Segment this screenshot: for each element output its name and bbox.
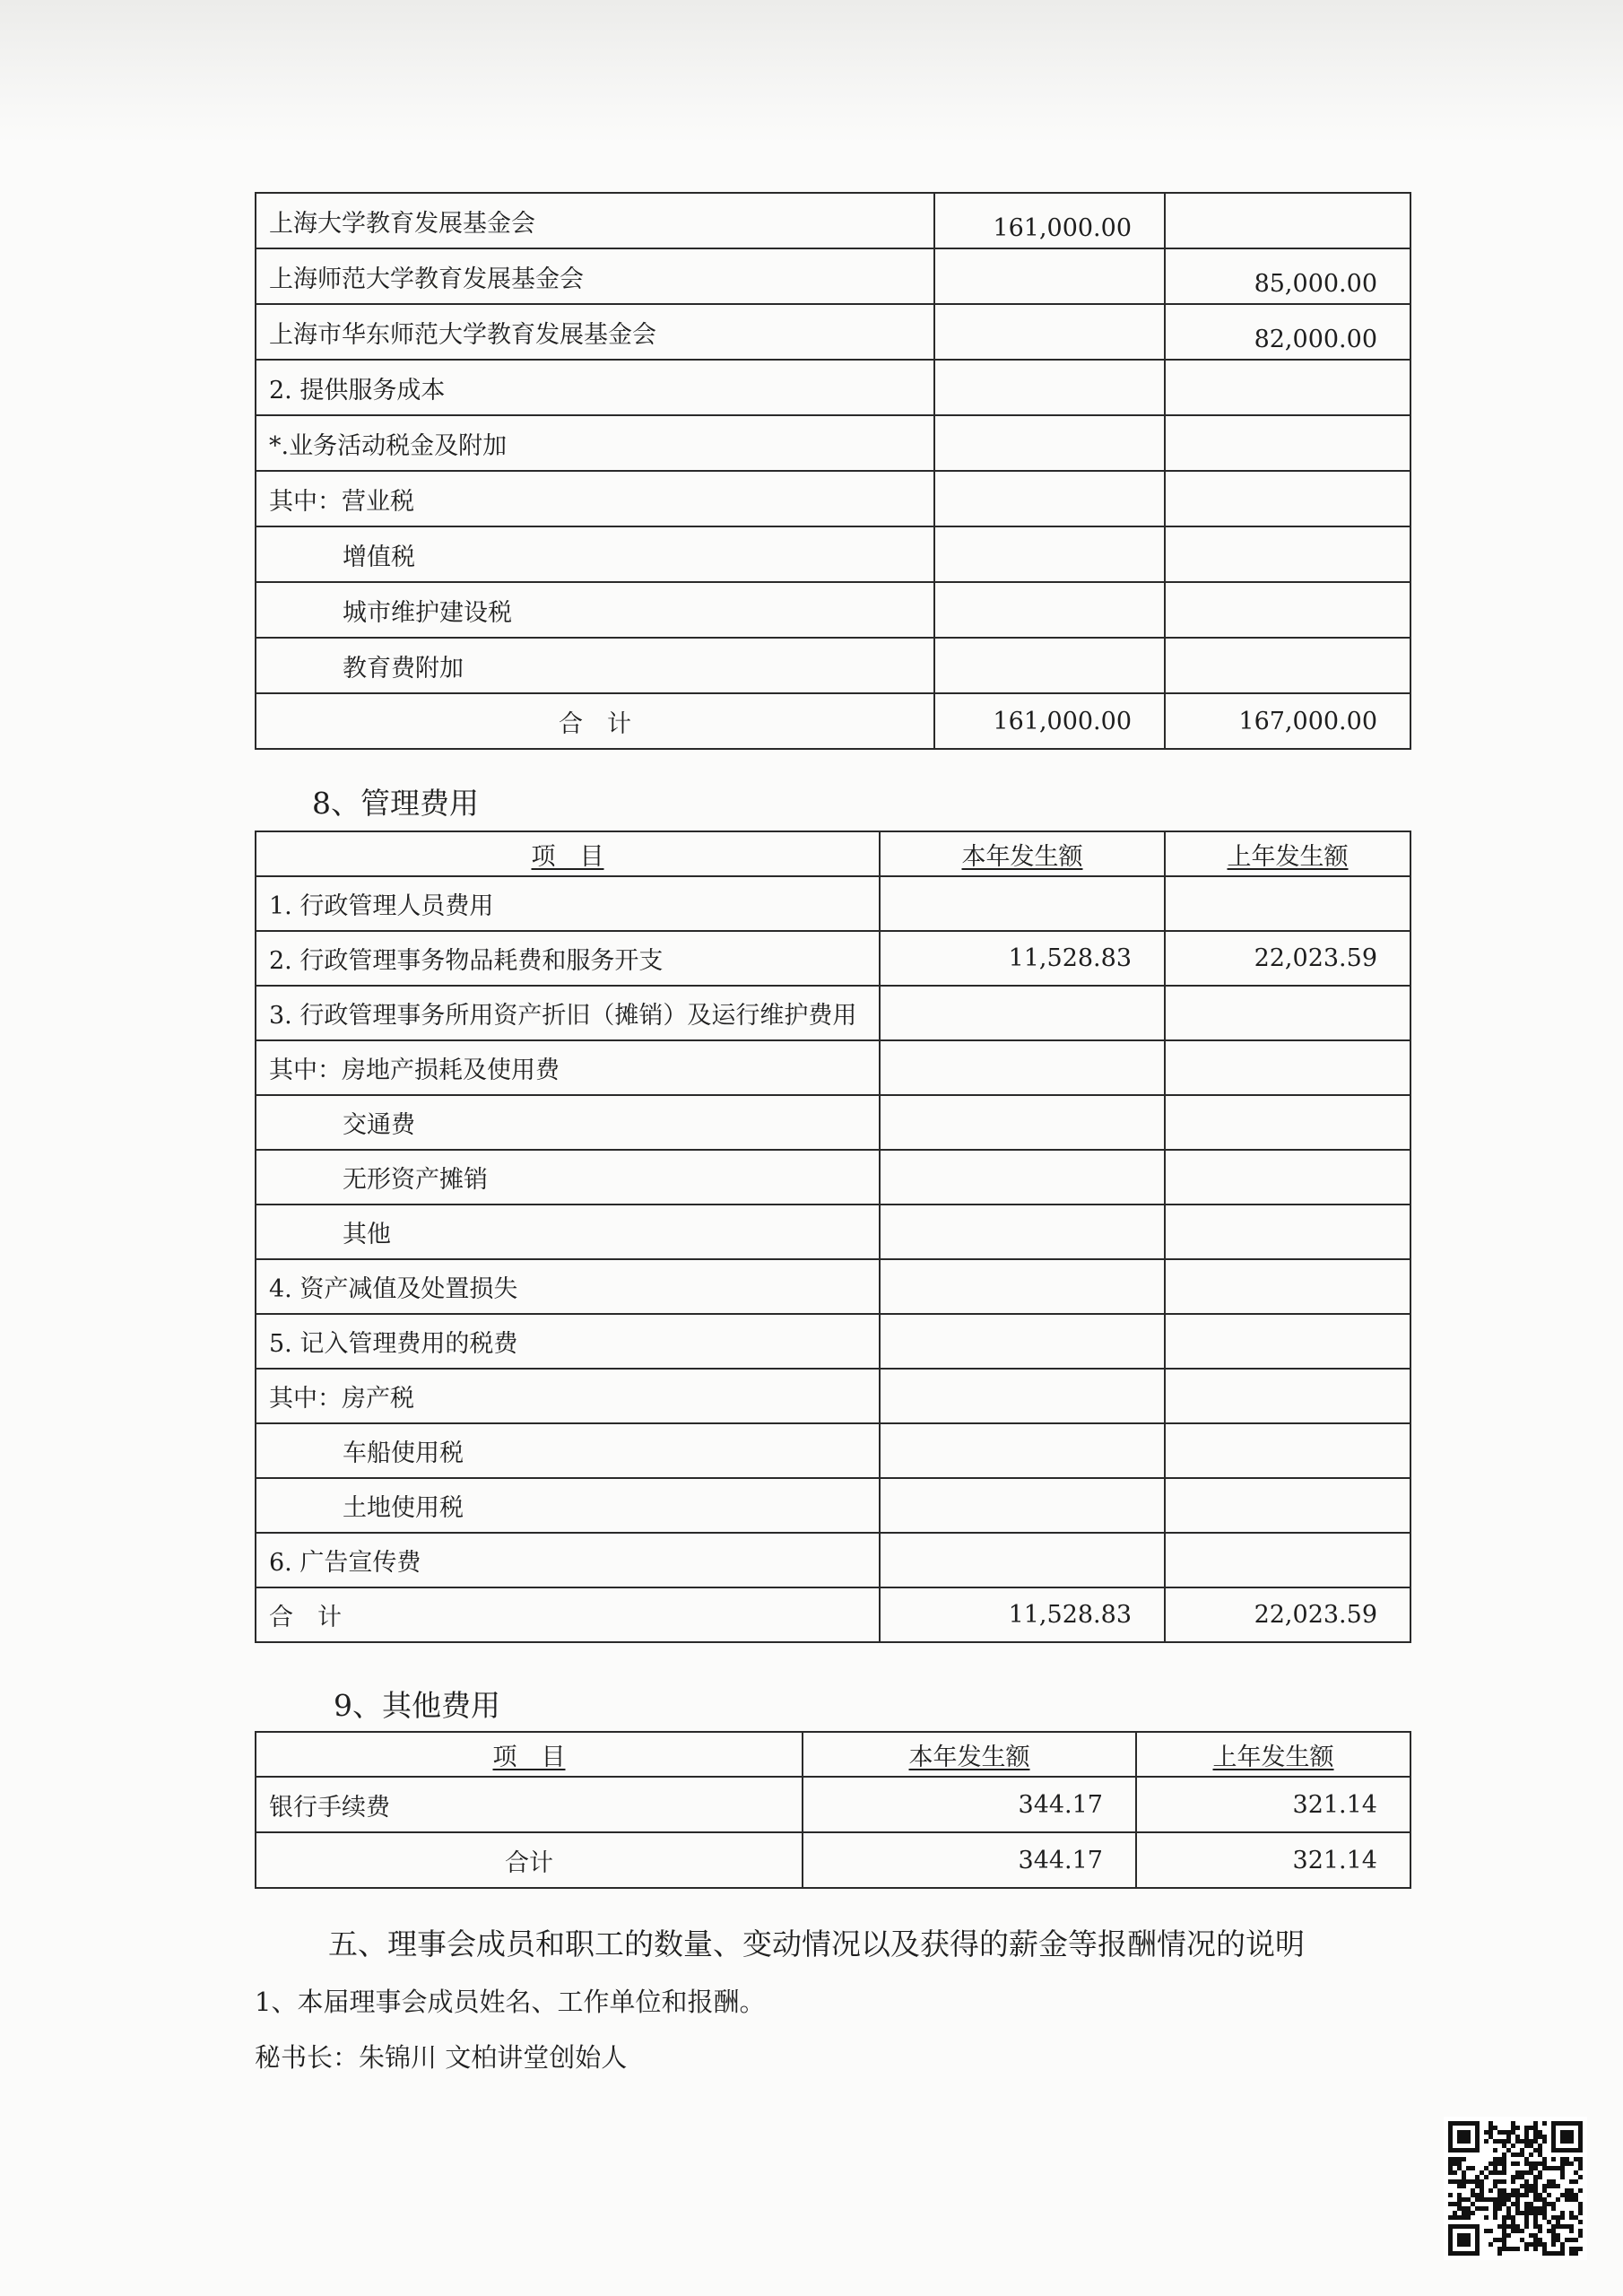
- current-year-amount: [880, 1205, 1165, 1259]
- row-label: 2. 行政管理事务物品耗费和服务开支: [256, 931, 880, 986]
- prior-year-amount: [1165, 1259, 1410, 1314]
- total-label: 合计: [256, 1832, 803, 1888]
- row-label: 教育费附加: [256, 638, 934, 693]
- current-year-amount: [880, 1423, 1165, 1478]
- row-label: 上海师范大学教育发展基金会: [256, 248, 934, 304]
- scan-top-shading: [0, 0, 1623, 144]
- current-year-amount: [934, 638, 1165, 693]
- current-year-total: 344.17: [803, 1832, 1136, 1888]
- current-year-amount: [880, 986, 1165, 1040]
- section-5-title: 五、理事会成员和职工的数量、变动情况以及获得的薪金等报酬情况的说明: [328, 1926, 1305, 1961]
- row-label: 土地使用税: [256, 1478, 880, 1533]
- current-year-total: 161,000.00: [934, 693, 1165, 749]
- table-row: [256, 1259, 1410, 1314]
- prior-year-amount: [1165, 1314, 1410, 1369]
- column-header-prior-year: 上年发生额: [1165, 831, 1410, 876]
- current-year-amount: [880, 1314, 1165, 1369]
- row-label: 3. 行政管理事务所用资产折旧（摊销）及运行维护费用: [256, 986, 880, 1040]
- table-row: [256, 248, 1410, 304]
- table-row: [256, 582, 1410, 638]
- table-row: [256, 1777, 1410, 1832]
- prior-year-amount: [1165, 193, 1410, 248]
- column-header-current-year: 本年发生额: [880, 831, 1165, 876]
- current-year-amount: [880, 1478, 1165, 1533]
- verification-qr-code: [1444, 2117, 1587, 2260]
- row-label: 1. 行政管理人员费用: [256, 876, 880, 931]
- prior-year-amount: [1165, 1205, 1410, 1259]
- prior-year-amount: [1165, 986, 1410, 1040]
- row-label: 4. 资产减值及处置损失: [256, 1259, 880, 1314]
- table-row: [256, 526, 1410, 582]
- row-label: 其他: [256, 1205, 880, 1259]
- prior-year-amount: [1165, 415, 1410, 471]
- prior-year-amount: [1165, 360, 1410, 415]
- current-year-amount: [934, 526, 1165, 582]
- prior-year-amount: [1165, 1423, 1410, 1478]
- current-year-amount: [934, 471, 1165, 526]
- prior-year-amount: 22,023.59: [1165, 931, 1410, 986]
- row-label: 银行手续费: [256, 1777, 803, 1832]
- current-year-amount: [934, 248, 1165, 304]
- current-year-amount: [934, 360, 1165, 415]
- row-label: 2. 提供服务成本: [256, 360, 934, 415]
- table-row: [256, 1423, 1410, 1478]
- table-row: [256, 1205, 1410, 1259]
- column-header-current-year: 本年发生额: [803, 1732, 1136, 1777]
- current-year-amount: [880, 1369, 1165, 1423]
- table-row: [256, 360, 1410, 415]
- total-label: 合 计: [256, 693, 934, 749]
- prior-year-amount: [1165, 1040, 1410, 1095]
- prior-year-total: 22,023.59: [1165, 1587, 1410, 1642]
- current-year-amount: 344.17: [803, 1777, 1136, 1832]
- current-year-total: 11,528.83: [880, 1587, 1165, 1642]
- prior-year-amount: [1165, 638, 1410, 693]
- table-row: [256, 1533, 1410, 1587]
- current-year-amount: [880, 1259, 1165, 1314]
- column-header-item: 项 目: [256, 831, 880, 876]
- total-row: [256, 693, 1410, 749]
- prior-year-amount: [1165, 471, 1410, 526]
- section-8-title: 8、管理费用: [312, 786, 479, 821]
- current-year-amount: 11,528.83: [880, 931, 1165, 986]
- row-label: *.业务活动税金及附加: [256, 415, 934, 471]
- row-label: 车船使用税: [256, 1423, 880, 1478]
- row-label: 其中：营业税: [256, 471, 934, 526]
- prior-year-amount: [1165, 582, 1410, 638]
- row-label: 5. 记入管理费用的税费: [256, 1314, 880, 1369]
- board-members-paragraph: 1、本届理事会成员姓名、工作单位和报酬。: [255, 1987, 766, 2017]
- row-label: 交通费: [256, 1095, 880, 1150]
- prior-year-amount: 321.14: [1136, 1777, 1410, 1832]
- prior-year-amount: [1165, 1150, 1410, 1205]
- section-9-title: 9、其他费用: [334, 1688, 500, 1723]
- business-cost-table-continued: [255, 192, 1411, 750]
- table-row: [256, 986, 1410, 1040]
- table-row: [256, 1040, 1410, 1095]
- table-row: [256, 638, 1410, 693]
- prior-year-amount: [1165, 1478, 1410, 1533]
- prior-year-amount: [1165, 1533, 1410, 1587]
- prior-year-total: 321.14: [1136, 1832, 1410, 1888]
- current-year-amount: [934, 582, 1165, 638]
- secretary-general-line: 秘书长：朱锦川 文柏讲堂创始人: [255, 2042, 628, 2073]
- table-row: [256, 193, 1410, 248]
- column-header-prior-year: 上年发生额: [1136, 1732, 1410, 1777]
- table-row: [256, 931, 1410, 986]
- table-row: [256, 415, 1410, 471]
- table-row: [256, 1314, 1410, 1369]
- row-label: 上海市华东师范大学教育发展基金会: [256, 304, 934, 360]
- header-row: [256, 1732, 1410, 1777]
- current-year-amount: [934, 415, 1165, 471]
- current-year-amount: [880, 876, 1165, 931]
- table-row: [256, 876, 1410, 931]
- current-year-amount: [934, 304, 1165, 360]
- row-label: 无形资产摊销: [256, 1150, 880, 1205]
- header-row: [256, 831, 1410, 876]
- table-row: [256, 304, 1410, 360]
- prior-year-amount: 82,000.00: [1165, 304, 1410, 360]
- prior-year-total: 167,000.00: [1165, 693, 1410, 749]
- other-expense-table: [255, 1731, 1411, 1889]
- prior-year-amount: [1165, 1095, 1410, 1150]
- total-row: [256, 1587, 1410, 1642]
- table-row: [256, 1095, 1410, 1150]
- admin-expense-table: [255, 831, 1411, 1643]
- row-label: 其中：房地产损耗及使用费: [256, 1040, 880, 1095]
- prior-year-amount: [1165, 526, 1410, 582]
- table-row: [256, 1478, 1410, 1533]
- row-label: 其中：房产税: [256, 1369, 880, 1423]
- prior-year-amount: [1165, 1369, 1410, 1423]
- row-label: 6. 广告宣传费: [256, 1533, 880, 1587]
- prior-year-amount: [1165, 876, 1410, 931]
- row-label: 城市维护建设税: [256, 582, 934, 638]
- current-year-amount: 161,000.00: [934, 193, 1165, 248]
- table-row: [256, 1369, 1410, 1423]
- row-label: 增值税: [256, 526, 934, 582]
- current-year-amount: [880, 1040, 1165, 1095]
- table-row: [256, 1150, 1410, 1205]
- current-year-amount: [880, 1150, 1165, 1205]
- current-year-amount: [880, 1533, 1165, 1587]
- prior-year-amount: 85,000.00: [1165, 248, 1410, 304]
- total-row: [256, 1832, 1410, 1888]
- row-label: 上海大学教育发展基金会: [256, 193, 934, 248]
- column-header-item: 项 目: [256, 1732, 803, 1777]
- table-row: [256, 471, 1410, 526]
- current-year-amount: [880, 1095, 1165, 1150]
- total-label: 合 计: [256, 1587, 880, 1642]
